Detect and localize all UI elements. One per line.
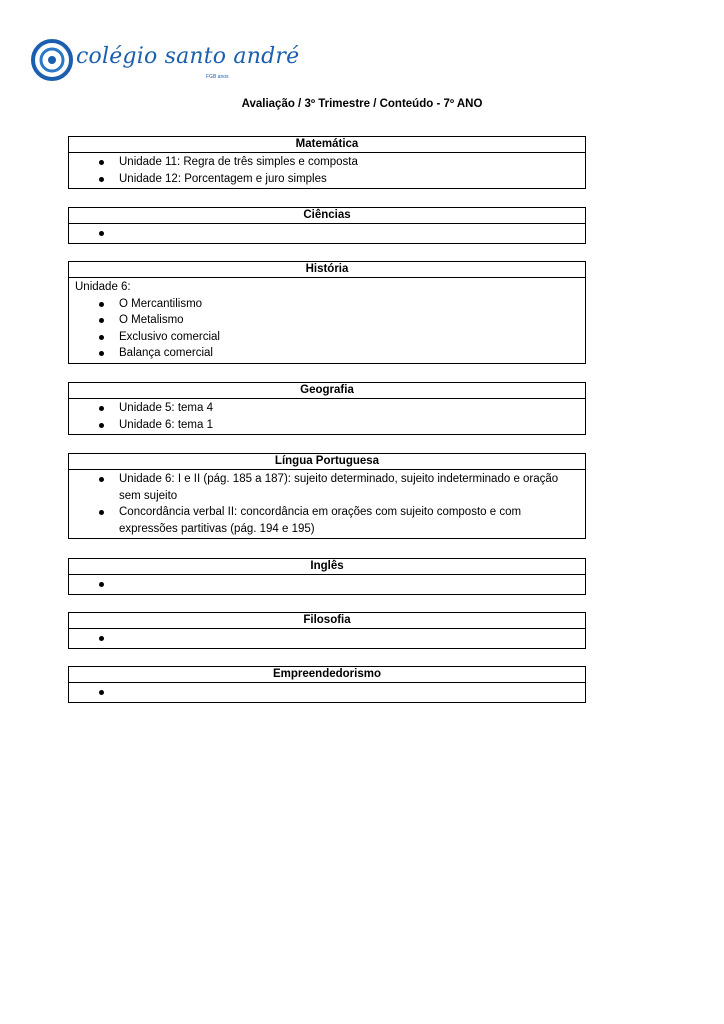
bullet-icon: [99, 510, 104, 515]
list-item: Balança comercial: [69, 345, 585, 362]
list-item: O Metalismo: [69, 312, 585, 329]
list-item: O Mercantilismo: [69, 296, 585, 313]
list-item: Unidade 12: Porcentagem e juro simples: [69, 171, 585, 188]
logo-name: colégio santo andré: [76, 44, 300, 69]
section-header: Inglês: [69, 559, 585, 575]
bullet-icon: [99, 477, 104, 482]
section-header: História: [69, 262, 585, 278]
list-item: [69, 630, 585, 647]
section-intro: Unidade 6:: [75, 281, 131, 293]
list-item: [69, 576, 585, 593]
swirl-logo-icon: [30, 38, 74, 82]
bullet-icon: [99, 335, 104, 340]
bullet-icon: [99, 318, 104, 323]
list-item: Concordância verbal II: concordância em orações com sujeito composto e com expressões partitivas (pág. 194 e 195): [69, 504, 585, 537]
bullet-icon: [99, 690, 104, 695]
section-header: Geografia: [69, 383, 585, 399]
bullet-icon: [99, 302, 104, 307]
bullet-icon: [99, 231, 104, 236]
bullet-icon: [99, 636, 104, 641]
logo-tagline: FGB anos: [206, 74, 229, 80]
section-ciencias: [68, 207, 586, 244]
list-item: Unidade 11: Regra de três simples e composta: [69, 154, 585, 171]
list-item: Exclusivo comercial: [69, 329, 585, 346]
section-header: Empreendedorismo: [69, 667, 585, 683]
section-empreendedorismo: [68, 666, 586, 703]
section-filosofia: [68, 612, 586, 649]
page-title: Avaliação / 3º Trimestre / Conteúdo - 7º ANO: [241, 98, 483, 110]
bullet-icon: [99, 351, 104, 356]
list-item: Unidade 6: tema 1: [69, 417, 585, 434]
list-item: [69, 225, 585, 242]
list-item: [69, 684, 585, 701]
list-item: Unidade 5: tema 4: [69, 400, 585, 417]
section-matematica: [68, 136, 586, 189]
bullet-icon: [99, 582, 104, 587]
section-header: Matemática: [69, 137, 585, 153]
section-geografia: [68, 382, 586, 435]
section-header: Ciências: [69, 208, 585, 224]
bullet-icon: [99, 177, 104, 182]
school-logo: [30, 36, 300, 92]
section-lingua-portuguesa: [68, 453, 586, 539]
bullet-icon: [99, 160, 104, 165]
section-header: Filosofia: [69, 613, 585, 629]
section-header: Língua Portuguesa: [69, 454, 585, 470]
list-item: Unidade 6: I e II (pág. 185 a 187): sujeito determinado, sujeito indeterminado e oração sem sujeito: [69, 471, 585, 504]
section-ingles: [68, 558, 586, 595]
bullet-icon: [99, 406, 104, 411]
section-historia: [68, 261, 586, 364]
bullet-icon: [99, 423, 104, 428]
